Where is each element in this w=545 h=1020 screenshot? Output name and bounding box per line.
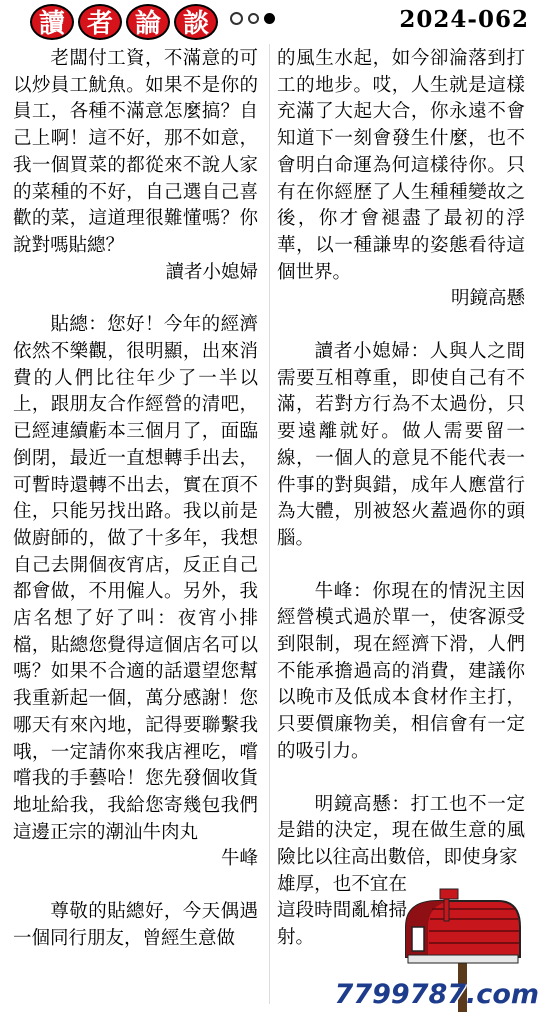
title-char-1: 讀: [30, 4, 74, 40]
letter-paragraph: 尊敬的貼總好，今天偶遇一個同行朋友，曾經生意做: [13, 901, 258, 949]
column-divider: [269, 44, 270, 1004]
letter-paragraph: 貼總：您好！今年的經濟依然不樂觀，很明顯，出來消費的人們比往年少了一半以上，跟朋友合作經營的清吧，已經連續虧本三個月了，面臨倒閉，最近一直想轉手出去，可暫時還轉不出去，實在頂不住，只能另找出路。我以前是做廚師的，做了十多年，我想自己去開個夜宵店，反正自己都會做，不用僱人。另外，我店名想了好了叫：夜宵小排檔，貼總您覺得這個店名可以嗎？如果不合適的話還望您幫我重新起一個，萬分感謝！您哪天有來內地，記得要聯繫我哦，一定請你來我店裡吃，嚐嚐我的手藝哈！您先發個收貨地址給我，我給您寄幾包我們這邊正宗的潮汕牛肉丸: [13, 314, 258, 843]
site-watermark: 7799787.com: [334, 979, 539, 1010]
column-title: [30, 4, 218, 40]
title-char-4: 談: [174, 4, 218, 40]
header: [0, 0, 545, 42]
letter-signature: 明鏡高懸: [450, 288, 525, 310]
right-column: [277, 46, 525, 952]
title-char-3: 論: [126, 4, 170, 40]
reply-paragraph-end: 雄厚，也不宜在這段時間亂槍掃射。: [277, 873, 407, 949]
letter-paragraph: 老闆付工資，不滿意的可以炒員工魷魚。如果不是你的員工，各種不滿意怎麼搞？自己上啊！這不好，那不如意，我一個買菜的都從來不說人家的菜種的不好，自己選自己喜歡的菜，這道理很難懂嗎？你說對嗎貼總？: [13, 48, 258, 256]
filled-circle-icon: [264, 13, 275, 24]
circle-icon: [230, 12, 243, 25]
letter-signature: 讀者小媳婦: [165, 261, 258, 283]
decorative-dots: [230, 12, 275, 25]
reply-paragraph: 牛峰：你現在的情況主因經營模式過於單一，使客源受到限制，現在經濟下滑，人們不能承擔過高的消費，建議你以晚市及低成本食材作主打，只要價廉物美，相信會有一定的吸引力。: [277, 580, 525, 762]
reply-paragraph: 讀者小媳婦：人與人之間需要互相尊重，即使自己有不滿，若對方行為不太過份，只要遠離就好。做人需要留一線，一個人的意見不能代表一件事的對與錯，成年人應當行為大體，別被怒火蓋過你的頭腦。: [277, 341, 525, 549]
issue-number: 2024-062: [399, 6, 529, 33]
letter-signature: 牛峰: [220, 848, 258, 870]
reply-paragraph: 明鏡高懸：打工也不一定是錯的決定，現在做生意的風險比以往高出數倍，即使身家: [277, 793, 525, 868]
title-char-2: 者: [78, 4, 122, 40]
letter-paragraph: 的風生水起，如今卻淪落到打工的地步。哎，人生就是這樣充滿了大起大合，你永遠不會知道下一刻會發生什麼，也不會明白命運為何這樣待你。只有在你經歷了人生種種變故之後，你才會褪盡了最初的浮華，以一種謙卑的姿態看待這個世界。: [277, 48, 525, 283]
left-column: [13, 46, 258, 953]
circle-icon: [248, 13, 259, 24]
